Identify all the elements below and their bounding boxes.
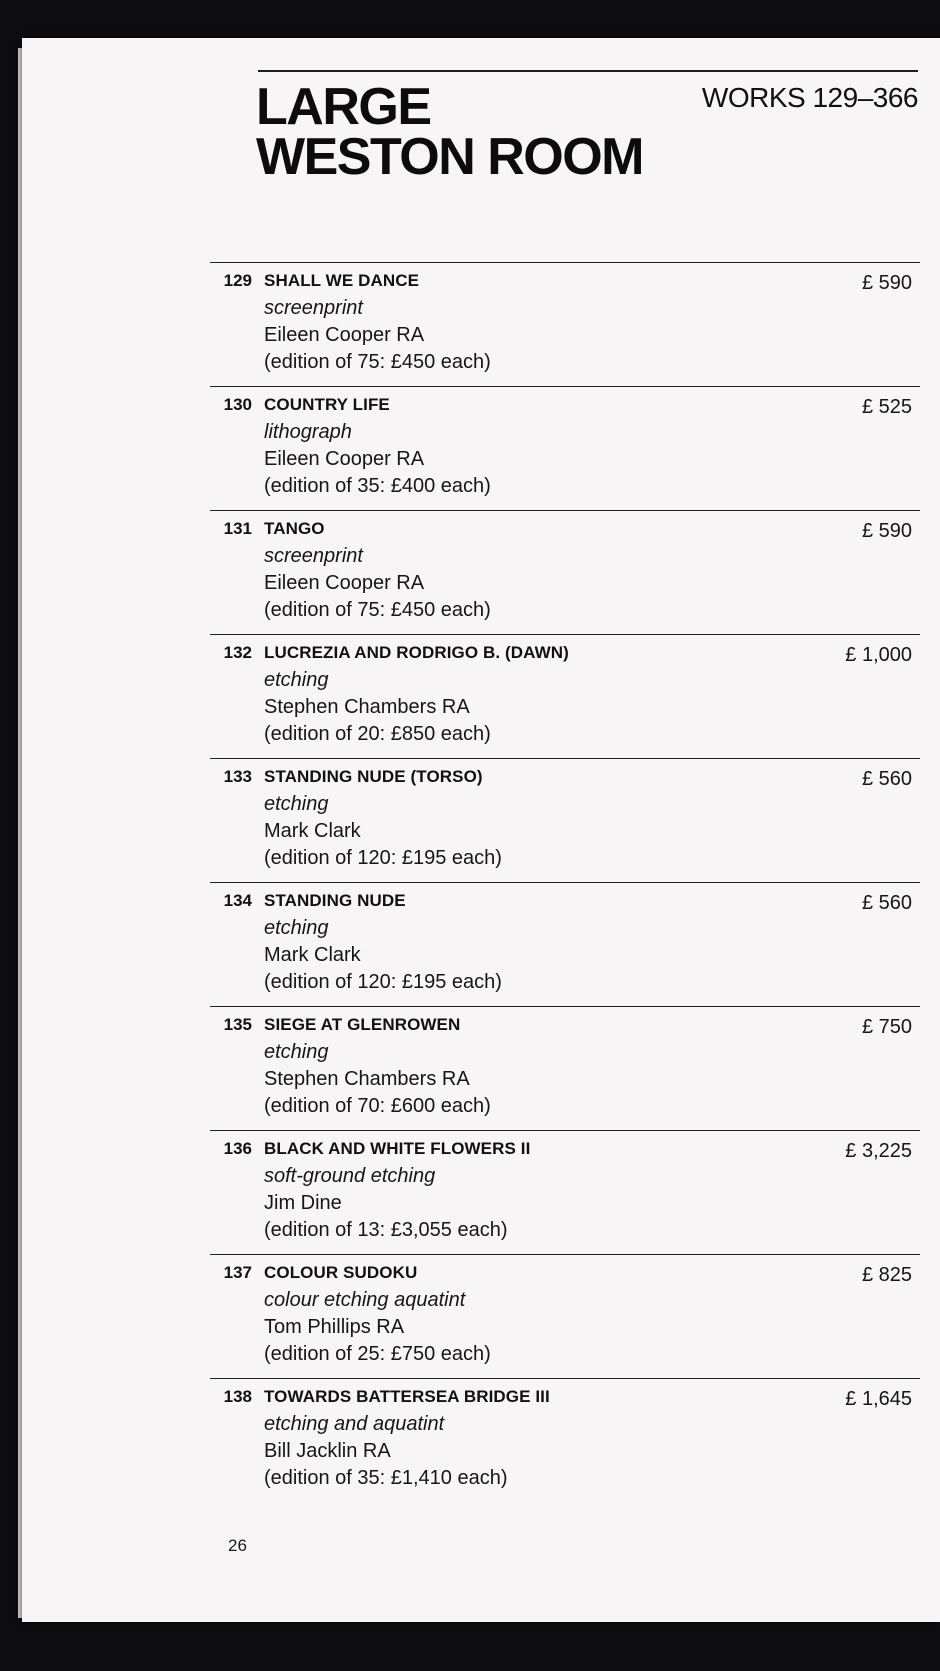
room-title (256, 78, 676, 186)
work-entry-129 (210, 262, 920, 386)
work-edition: (edition of 75: £450 each) (264, 351, 491, 373)
work-entry-131 (210, 510, 920, 634)
work-medium: soft-ground etching (264, 1165, 436, 1187)
work-medium: screenprint (264, 545, 363, 567)
work-medium: etching (264, 669, 329, 691)
work-artist: Jim Dine (264, 1192, 342, 1214)
work-number: 132 (223, 643, 252, 662)
work-artist: Bill Jacklin RA (264, 1440, 391, 1462)
work-entry-130 (210, 386, 920, 510)
work-artist: Tom Phillips RA (264, 1316, 405, 1338)
work-title: SHALL WE DANCE (264, 271, 420, 290)
work-artist: Mark Clark (264, 820, 361, 842)
work-price: £ 560 (861, 892, 912, 914)
work-title: COLOUR SUDOKU (264, 1263, 418, 1282)
work-price: £ 560 (861, 768, 912, 790)
work-artist: Stephen Chambers RA (264, 1068, 470, 1090)
work-edition: (edition of 75: £450 each) (264, 599, 491, 621)
work-price: £ 825 (861, 1264, 912, 1286)
work-title: STANDING NUDE (TORSO) (264, 767, 483, 786)
work-title: BLACK AND WHITE FLOWERS II (264, 1139, 531, 1158)
room-title-line-2: WESTON ROOM (256, 128, 643, 186)
work-entry-135 (210, 1006, 920, 1130)
work-entry-132 (210, 634, 920, 758)
work-title: COUNTRY LIFE (264, 395, 390, 414)
works-range: WORKS 129–366 (701, 82, 918, 113)
work-price: £ 1,000 (845, 644, 912, 666)
work-number: 131 (223, 519, 252, 538)
work-title: TANGO (264, 519, 325, 538)
work-edition: (edition of 35: £1,410 each) (264, 1467, 508, 1489)
work-medium: colour etching aquatint (264, 1289, 466, 1311)
work-artist: Eileen Cooper RA (264, 448, 425, 470)
work-entry-133 (210, 758, 920, 882)
work-price: £ 590 (861, 520, 912, 542)
work-medium: etching (264, 793, 329, 815)
work-medium: etching and aquatint (264, 1413, 445, 1435)
work-number: 137 (223, 1263, 252, 1282)
work-artist: Mark Clark (264, 944, 361, 966)
work-medium: etching (264, 917, 329, 939)
work-number: 130 (223, 395, 252, 414)
work-artist: Eileen Cooper RA (264, 324, 425, 346)
page-content (22, 38, 940, 1622)
work-edition: (edition of 70: £600 each) (264, 1095, 491, 1117)
header-rule (258, 70, 918, 72)
work-price: £ 750 (861, 1016, 912, 1038)
work-edition: (edition of 120: £195 each) (264, 971, 502, 993)
work-edition: (edition of 20: £850 each) (264, 723, 491, 745)
work-title: SIEGE AT GLENROWEN (264, 1015, 461, 1034)
work-number: 138 (223, 1387, 252, 1406)
work-medium: screenprint (264, 297, 363, 319)
work-artist: Stephen Chambers RA (264, 696, 470, 718)
works-list (210, 262, 920, 1502)
work-number: 134 (223, 891, 252, 910)
work-number: 133 (223, 767, 252, 786)
work-number: 135 (223, 1015, 252, 1034)
work-title: TOWARDS BATTERSEA BRIDGE III (264, 1387, 550, 1406)
work-price: £ 525 (861, 396, 912, 418)
work-medium: lithograph (264, 421, 352, 443)
room-title-line-1: LARGE (256, 78, 431, 136)
page-number: 26 (228, 1536, 247, 1555)
work-edition: (edition of 120: £195 each) (264, 847, 502, 869)
work-title: LUCREZIA AND RODRIGO B. (DAWN) (264, 643, 569, 662)
work-artist: Eileen Cooper RA (264, 572, 425, 594)
work-number: 129 (223, 271, 252, 290)
work-entry-137 (210, 1254, 920, 1378)
work-entry-138 (210, 1378, 920, 1502)
work-edition: (edition of 13: £3,055 each) (264, 1219, 508, 1241)
work-price: £ 590 (861, 272, 912, 294)
catalogue-page (22, 38, 940, 1622)
work-title: STANDING NUDE (264, 891, 406, 910)
work-edition: (edition of 25: £750 each) (264, 1343, 491, 1365)
work-price: £ 1,645 (845, 1388, 912, 1410)
work-edition: (edition of 35: £400 each) (264, 475, 491, 497)
work-entry-136 (210, 1130, 920, 1254)
work-price: £ 3,225 (845, 1140, 912, 1162)
work-entry-134 (210, 882, 920, 1006)
work-medium: etching (264, 1041, 329, 1063)
work-number: 136 (223, 1139, 252, 1158)
